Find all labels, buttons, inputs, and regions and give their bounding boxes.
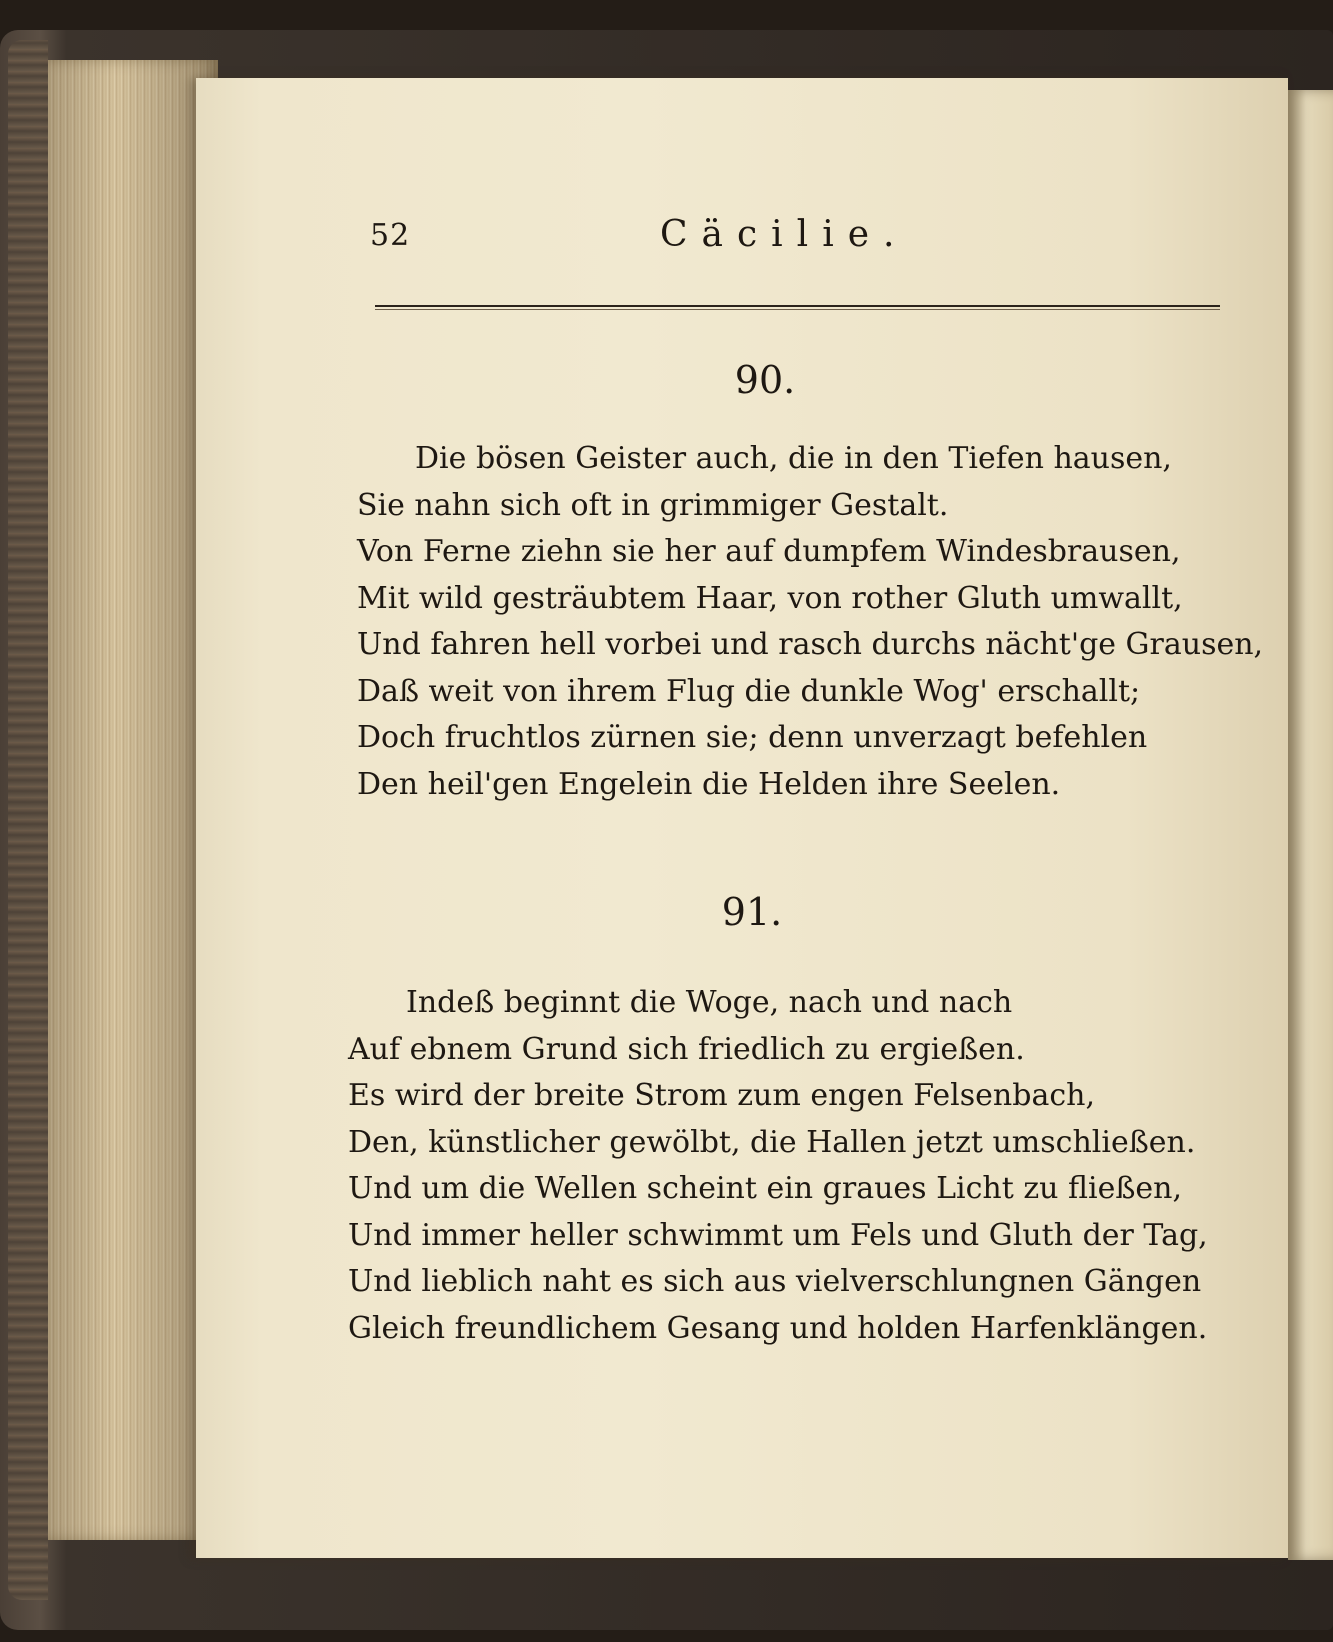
- page-title: Cäcilie.: [660, 214, 909, 255]
- verse-line: Und um die Wellen scheint ein graues Licht zu fließen,: [348, 1171, 1183, 1206]
- verse-line: Auf ebnem Grund sich friedlich zu ergießen.: [348, 1031, 1025, 1067]
- verse-line: Den, künstlicher gewölbt, die Hallen jetzt umschließen.: [348, 1124, 1196, 1160]
- facing-page-edge: [1288, 90, 1333, 1560]
- verse-line: Die bösen Geister auch, die in den Tiefen hausen,: [415, 441, 1172, 476]
- book-spine-edge: [8, 40, 48, 1600]
- verse-line: Indeß beginnt die Woge, nach und nach: [406, 985, 1013, 1020]
- verse-line: Doch fruchtlos zürnen sie; denn unverzagt befehlen: [357, 720, 1148, 755]
- verse-line: Daß weit von ihrem Flug die dunkle Wog' erschallt;: [357, 673, 1141, 709]
- verse-line: Mit wild gesträubtem Haar, von rother Gluth umwallt,: [357, 580, 1183, 616]
- header-rule: [375, 305, 1220, 310]
- verse-line: Den heil'gen Engelein die Helden ihre Seelen.: [357, 766, 1061, 802]
- stanza-number: 91.: [721, 890, 783, 934]
- verse-line: Sie nahn sich oft in grimmiger Gestalt.: [357, 487, 949, 523]
- stanza-number: 90.: [734, 358, 796, 402]
- running-head: [370, 214, 910, 258]
- stanza: [348, 980, 1208, 1352]
- verse-line: Es wird der breite Strom zum engen Felsenbach,: [348, 1078, 1095, 1113]
- verse-line: Und fahren hell vorbei und rasch durchs nächt'ge Grausen,: [357, 627, 1264, 662]
- verse-line: Von Ferne ziehn sie her auf dumpfem Windesbrausen,: [357, 534, 1181, 569]
- verse-line: Und immer heller schwimmt um Fels und Gluth der Tag,: [348, 1217, 1208, 1253]
- page-edges-shade: [48, 60, 218, 1540]
- verse-line: Und lieblich naht es sich aus vielverschlungnen Gängen: [348, 1264, 1202, 1299]
- verse-line: Gleich freundlichem Gesang und holden Harfenklängen.: [348, 1310, 1208, 1346]
- page-number: 52: [370, 218, 411, 253]
- stanza: [357, 436, 1263, 808]
